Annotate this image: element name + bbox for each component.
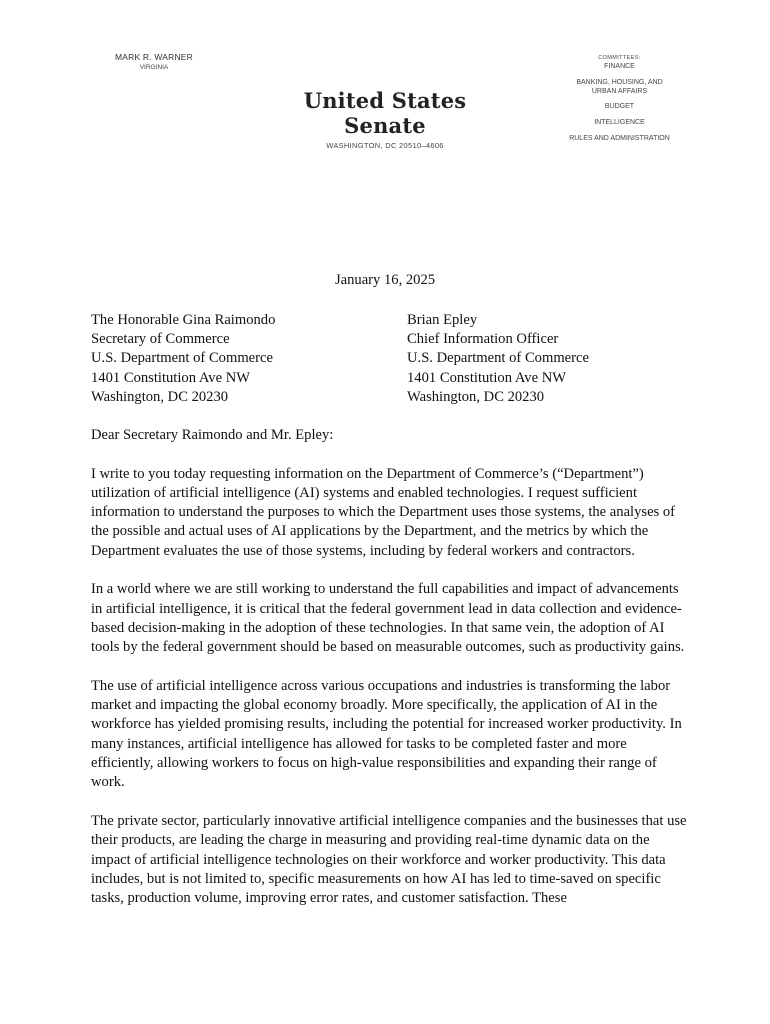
- sender-state: VIRGINIA: [139, 64, 169, 71]
- committees-heading: COMMITTEES:: [598, 55, 641, 61]
- committee-rules: RULES AND ADMINISTRATION: [569, 135, 670, 142]
- letterhead-center: [280, 88, 490, 150]
- body-paragraph: The private sector, particularly innovative artificial intelligence companies and the businesses that use their products, are leading the charge in measuring and providing real-time dynamic data on the impact of artificial intelligence technologies on their workforce and worker productivity. This data includes, but is not limited to, specific measurements on how AI has led to time-saved on specific tasks, production volume, improving error rates, and customer satisfaction. These: [91, 812, 687, 907]
- body-paragraph: In a world where we are still working to understand the full capabilities and impact of advancements in artificial intelligence, it is critical that the federal government lead in data collection and evidence-based decision-making in the adoption of these technologies. In that same vein, the adoption of AI tools by the federal government should be based on measurable outcomes, such as productivity gains.: [91, 581, 685, 656]
- recipient-line: The Honorable Gina Raimondo: [91, 312, 276, 328]
- committee-banking-cont: URBAN AFFAIRS: [591, 88, 648, 95]
- recipient-line: Washington, DC 20230: [407, 388, 545, 405]
- recipient-line: Washington, DC 20230: [91, 388, 229, 405]
- recipient-line: Secretary of Commerce: [91, 331, 230, 348]
- committee-banking: BANKING, HOUSING, AND: [576, 79, 663, 86]
- committee-finance: FINANCE: [604, 63, 635, 70]
- recipient-line: 1401 Constitution Ave NW: [91, 369, 251, 386]
- recipient-line: Brian Epley: [407, 312, 478, 328]
- recipient-address-epley: [407, 311, 589, 407]
- sender-block: [94, 52, 214, 71]
- letter-date: January 16, 2025: [334, 272, 436, 288]
- sender-name: MARK R. WARNER: [114, 52, 194, 62]
- body-paragraph: I write to you today requesting information on the Department of Commerce’s (“Department”) utilization of artificial intelligence (AI) systems and enabled technologies. I request sufficient information to understand the purposes to which the Department uses those systems, the analyses of the possible and actual uses of AI applications by the Department, and the metrics by which the Department evaluates the use of those systems, including by federal workers and contractors.: [91, 465, 676, 559]
- committees-block: [562, 55, 677, 143]
- recipient-line: 1401 Constitution Ave NW: [407, 369, 567, 386]
- senate-title: United States Senate: [303, 88, 467, 138]
- senate-address: WASHINGTON, DC 20510–4606: [326, 141, 444, 150]
- committee-budget: BUDGET: [604, 103, 635, 110]
- committee-intelligence: INTELLIGENCE: [594, 119, 645, 126]
- recipient-line: U.S. Department of Commerce: [407, 350, 589, 367]
- body-paragraph: The use of artificial intelligence across various occupations and industries is transforming the labor market and impacting the global economy broadly. More specifically, the application of AI in the workforce has yielded promising results, including the potential for increased worker productivity. In many instances, artificial intelligence has allowed for tasks to be completed faster and more efficiently, allowing workers to focus on high-value responsibilities and expanding their range of work.: [91, 677, 682, 791]
- recipient-address-raimondo: [91, 311, 275, 407]
- salutation: Dear Secretary Raimondo and Mr. Epley:: [91, 427, 334, 443]
- recipient-line: Chief Information Officer: [407, 331, 559, 348]
- letter-body: [91, 426, 691, 928]
- recipient-line: U.S. Department of Commerce: [91, 350, 273, 367]
